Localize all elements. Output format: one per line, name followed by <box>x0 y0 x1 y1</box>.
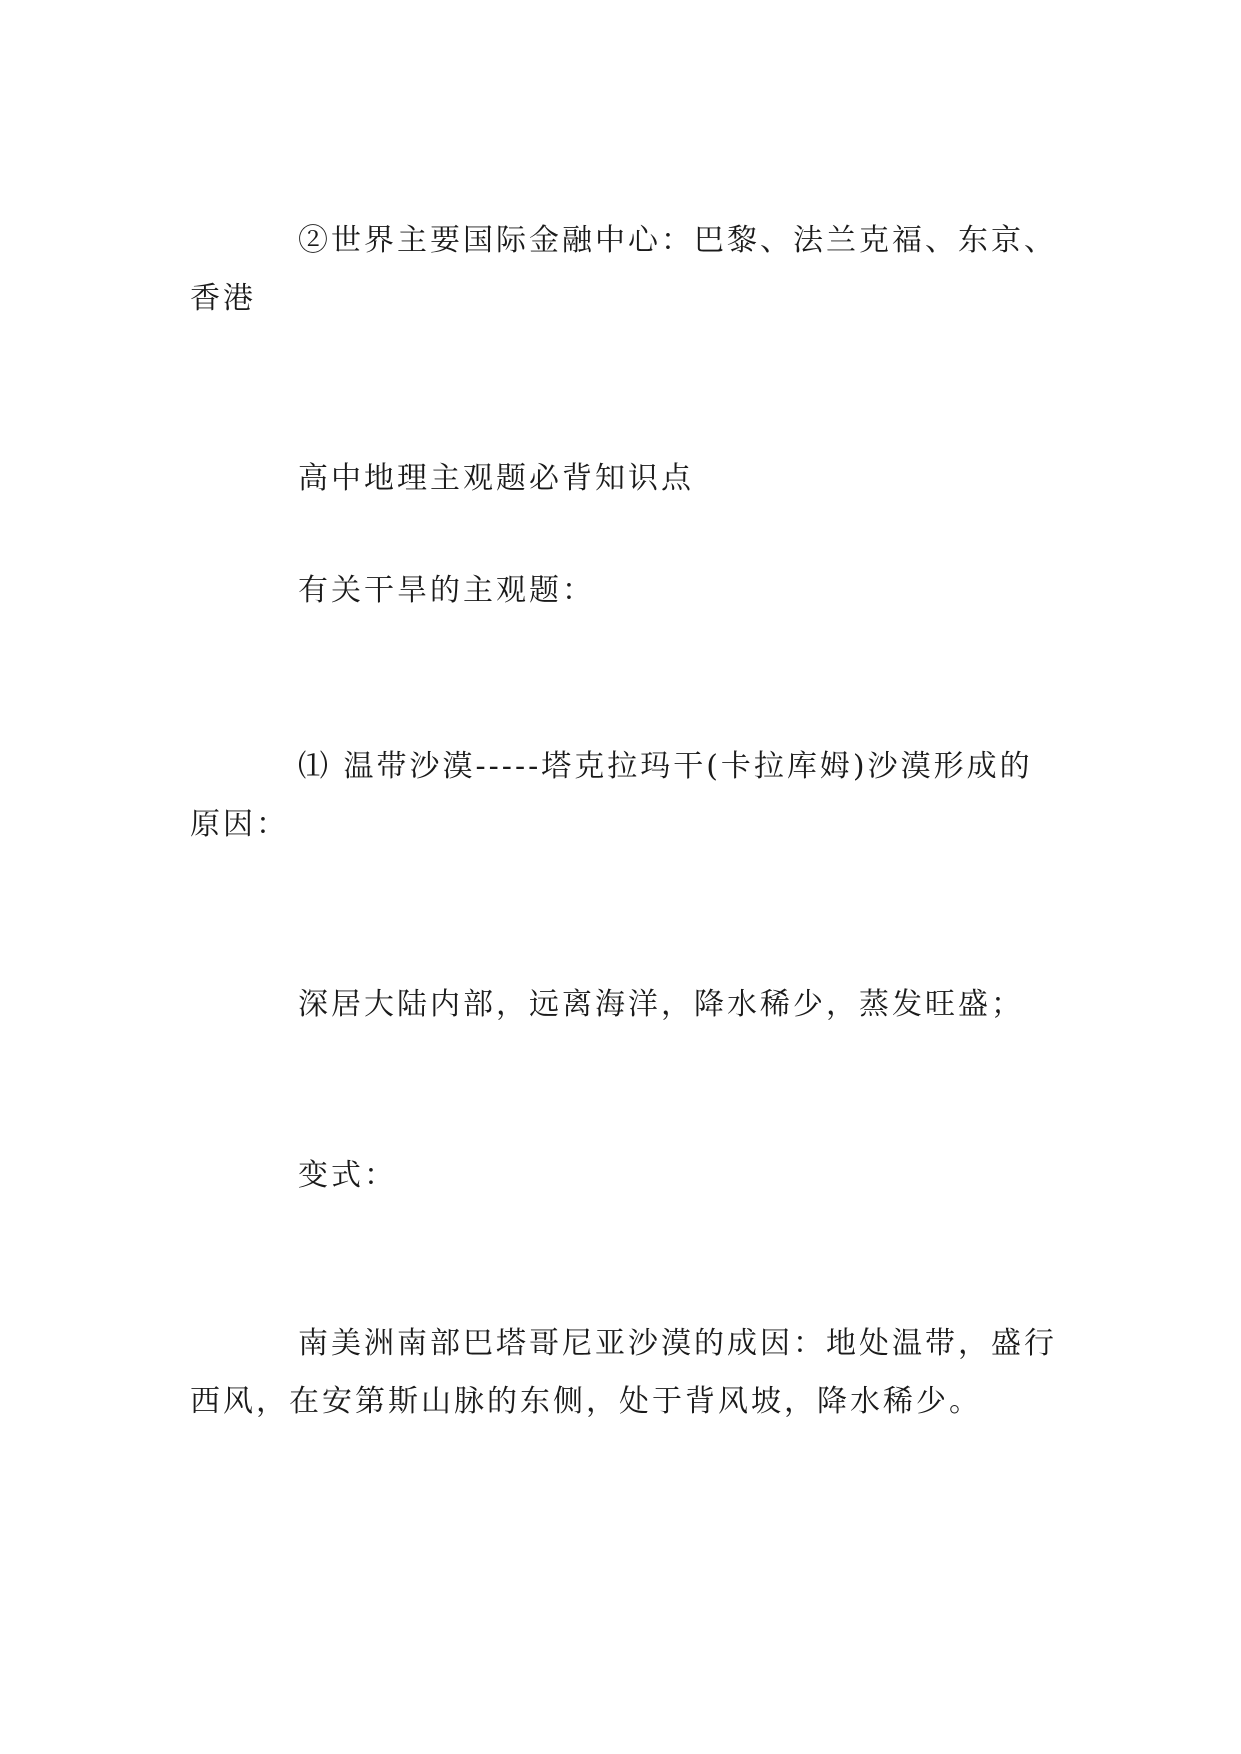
paragraph-patagonia: 南美洲南部巴塔哥尼亚沙漠的成因：地处温带，盛行西风，在安第斯山脉的东侧，处于背风坡，降水稀少。 <box>190 1326 1057 1419</box>
paragraph-temperate-desert: ⑴ 温带沙漠-----塔克拉玛干(卡拉库姆)沙漠形成的原因： <box>190 749 1033 842</box>
paragraph-drought-intro: 有关干旱的主观题： <box>298 573 595 608</box>
paragraph-variant-label: 变式： <box>298 1158 397 1193</box>
section-heading: 高中地理主观题必背知识点 <box>298 461 694 496</box>
paragraph-desert-reason: 深居大陆内部，远离海洋，降水稀少，蒸发旺盛； <box>298 987 1024 1022</box>
paragraph-financial-centers: ②世界主要国际金融中心：巴黎、法兰克福、东京、香港 <box>190 223 1057 316</box>
